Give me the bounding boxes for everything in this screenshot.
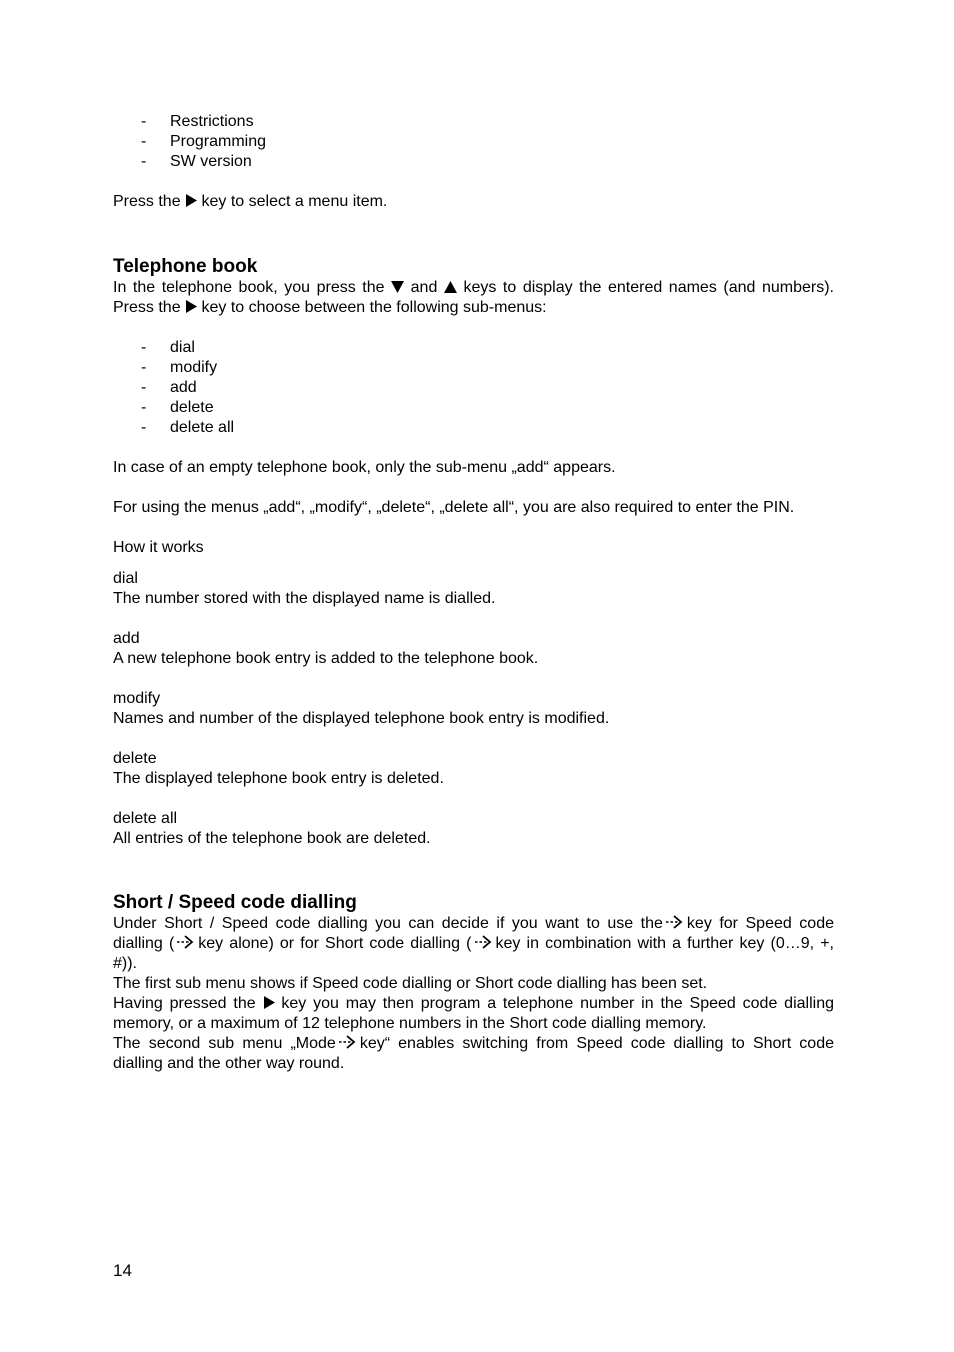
entry-description: The number stored with the displayed name is dialled. — [113, 589, 496, 607]
top-menu-list — [113, 112, 834, 172]
entry-term: delete — [113, 750, 157, 768]
speed-dialling-paragraph-3: Having pressed the key you may then program a telephone number in the Speed code dialling memory, or a maximum of 12 telephone numbers in the Short code dialling memory. — [113, 994, 834, 1032]
list-item: - modify — [141, 359, 218, 377]
list-item: - add — [141, 379, 197, 397]
list-item: - SW version — [141, 153, 252, 170]
how-it-works-label: How it works — [113, 539, 204, 557]
document-page — [113, 112, 834, 1074]
list-item: - Programming — [141, 133, 267, 150]
entry-description: Names and number of the displayed telephone book entry is modified. — [113, 710, 610, 728]
up-triangle-key-icon — [444, 281, 457, 293]
list-item: - Restrictions — [141, 113, 254, 130]
empty-book-note: In case of an empty telephone book, only the sub-menu „add“ appears. — [113, 459, 616, 477]
speed-dialling-paragraph-4: The second sub menu „Mode key“ enables switching from Speed code dialling to Short code dialling and the other way round. — [113, 1035, 834, 1073]
right-triangle-key-icon — [185, 300, 197, 313]
entry-term: dial — [113, 569, 138, 587]
telephone-book-intro: In the telephone book, you press the and keys to display the entered names (and numbers). Press the key to choose between the following sub-menus: — [113, 279, 834, 317]
right-triangle-key-icon — [263, 996, 275, 1009]
telephone-book-heading: Telephone book — [113, 256, 258, 278]
arrow-key-icon — [474, 934, 494, 950]
entry-term: modify — [113, 689, 161, 707]
speed-dialling-paragraph-1: Under Short / Speed code dialling you can decide if you want to use the key for Speed code dialling ( key alone) or for Short code dialling ( key in combination with a further key (0…9, +, #)). — [113, 914, 834, 972]
pin-note: For using the menus „add“, „modify“, „delete“, „delete all“, you are also required to enter the PIN. — [113, 499, 795, 517]
list-item: - delete — [141, 399, 214, 417]
list-item: - dial — [141, 339, 195, 357]
entry-description: All entries of the telephone book are deleted. — [113, 830, 431, 848]
entry-description: A new telephone book entry is added to the telephone book. — [113, 649, 539, 667]
entry-dial — [113, 569, 834, 609]
entry-modify — [113, 689, 834, 729]
speed-dialling-heading: Short / Speed code dialling — [113, 891, 357, 913]
entry-add — [113, 629, 834, 669]
submenu-list — [113, 338, 834, 438]
entry-description: The displayed telephone book entry is deleted. — [113, 770, 444, 788]
entry-term: add — [113, 629, 140, 647]
entry-term: delete all — [113, 810, 178, 828]
entry-delete — [113, 749, 834, 789]
list-item: - delete all — [141, 419, 235, 437]
entry-delete-all — [113, 809, 834, 849]
arrow-key-icon — [665, 914, 685, 930]
page-number: 14 — [113, 1261, 132, 1280]
down-triangle-key-icon — [391, 281, 404, 293]
arrow-key-icon — [338, 1034, 358, 1050]
speed-dialling-paragraph-2: The first sub menu shows if Speed code dialling or Short code dialling has been set. — [113, 974, 708, 992]
right-triangle-key-icon — [185, 194, 197, 207]
arrow-key-icon — [176, 934, 196, 950]
select-hint: Press the key to select a menu item. — [113, 193, 388, 210]
